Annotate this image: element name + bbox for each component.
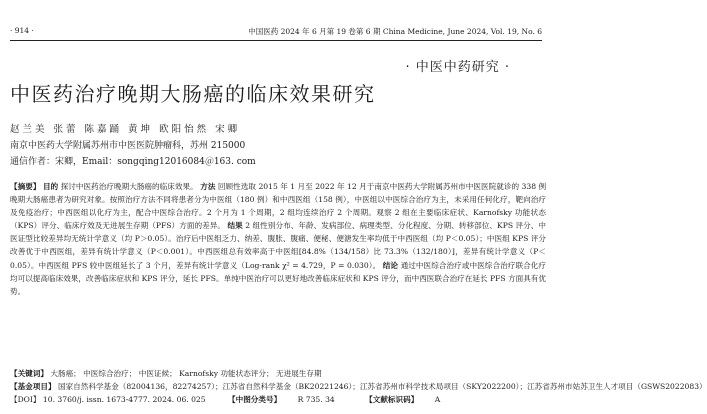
clc-group — [228, 395, 349, 404]
article-identifiers — [10, 393, 546, 407]
keywords — [10, 367, 546, 380]
corresponding-author: 通信作者：宋卿，Email：songqing12016084＠163. com — [10, 157, 256, 167]
abstract — [10, 180, 546, 364]
keywords-text: 大肠癌； 中医综合治疗； 中医证候； Karnofsky 功能状态评分； 无进展生存期 — [50, 369, 322, 378]
journal-reference: 中国医药 2024 年 6 月第 19 卷第 6 期 China Medicine, June 2024, Vol. 19, No. 6 — [248, 27, 542, 36]
objective-label: 目的 — [42, 182, 59, 191]
funding-label: 【基金项目】 — [10, 382, 56, 391]
keywords-label: 【关键词】 — [10, 369, 48, 378]
doc-code-value: A — [434, 395, 441, 404]
clc-value: R 735. 34 — [297, 395, 335, 404]
conclusion-label: 结论 — [382, 260, 399, 270]
methods-label: 方法 — [200, 182, 216, 191]
doi: 【DOI】 10. 3760/j. issn. 1673-4777. 2024. 06. 025 — [10, 395, 206, 404]
results-text: 2 组性别分布、年龄、发病部位、病理类型、分化程度、分期、转移部位、KPS 评分、中医证型比较差异均无统计学意义（均 P＞0.05）。治疗后中医组乏力、纳差、腹胀、腹痛、便秘、便溏发生率均低于中西医组（均 P＜0.05）；中医组 KPS 评分改善优于中西医组，差异有统计学意义（P＜0.001）。中西医组总有效率高于中医组[84.8%（134/158）比 73.3%（132/180）]，差异有统计学意义（P＜0.05）。中西医组 PFS 较中医组延长了 3 个月，差异有统计学意义（Log-rank χ² = 4.729，P = 0.030）。 — [10, 221, 546, 270]
conclusion-text: 通过中医综合治疗或中医综合治疗联合化疗均可以提高临床效果，改善临床症状和 KPS 评分，延长 PFS。单纯中医治疗可以更好地改善临床症状和 KPS 评分，而中西医联合治疗在延长 PFS 方面具有优势。 — [10, 260, 547, 296]
clc-label: 【中图分类号】 — [228, 395, 282, 404]
objective-text: 探讨中医药治疗晚期大肠癌的临床效果。 — [60, 182, 198, 191]
article-title: 中医药治疗晚期大肠癌的临床效果研究 — [10, 82, 376, 106]
doc-code-group — [365, 395, 454, 404]
affiliation: 南京中医药大学附属苏州市中医医院肿瘤科，苏州 215000 — [10, 141, 246, 151]
abstract-label: 【摘要】 — [10, 182, 41, 191]
results-label: 结果 — [227, 221, 243, 231]
page-number: · 914 · — [10, 26, 34, 35]
funding-text: 国家自然科学基金（82004136，82274257）；江苏省自然科学基金（BK20221246）；江苏省苏州市科学技术局项目（SKY2022200）；江苏省苏州市姑苏卫生人才项目（GSWS2022083） — [57, 382, 707, 391]
doc-code-label: 【文献标识码】 — [365, 395, 419, 404]
running-header — [10, 26, 542, 41]
author-list: 赵兰美 张蕾 陈嘉踊 黄坤 欧阳怡然 宋卿 — [10, 124, 241, 135]
methods-text: 回顾性选取 2015 年 1 月至 2022 年 12 月于南京中医药大学附属苏州市中医医院就诊的 338 例晚期大肠癌患者为研究对象。按照治疗方法不同将患者分为中医组（180 例）和中西医组（158 例），中医组以中医综合治疗为主，未采用任何化疗，靶向治疗及免疫治疗；中西医组以化疗为主，配合中医综合治疗。2 个月为 1 个周期，2 组均连续治疗 2 个周期。观察 2 组在主要临床症状、Karnofsky 功能状态（KPS）评分、临床疗效及无进展生存期（PFS）方面的差异。 — [10, 182, 547, 231]
section-tag: · 中医中药研究 · — [405, 60, 510, 75]
funding — [10, 380, 707, 393]
